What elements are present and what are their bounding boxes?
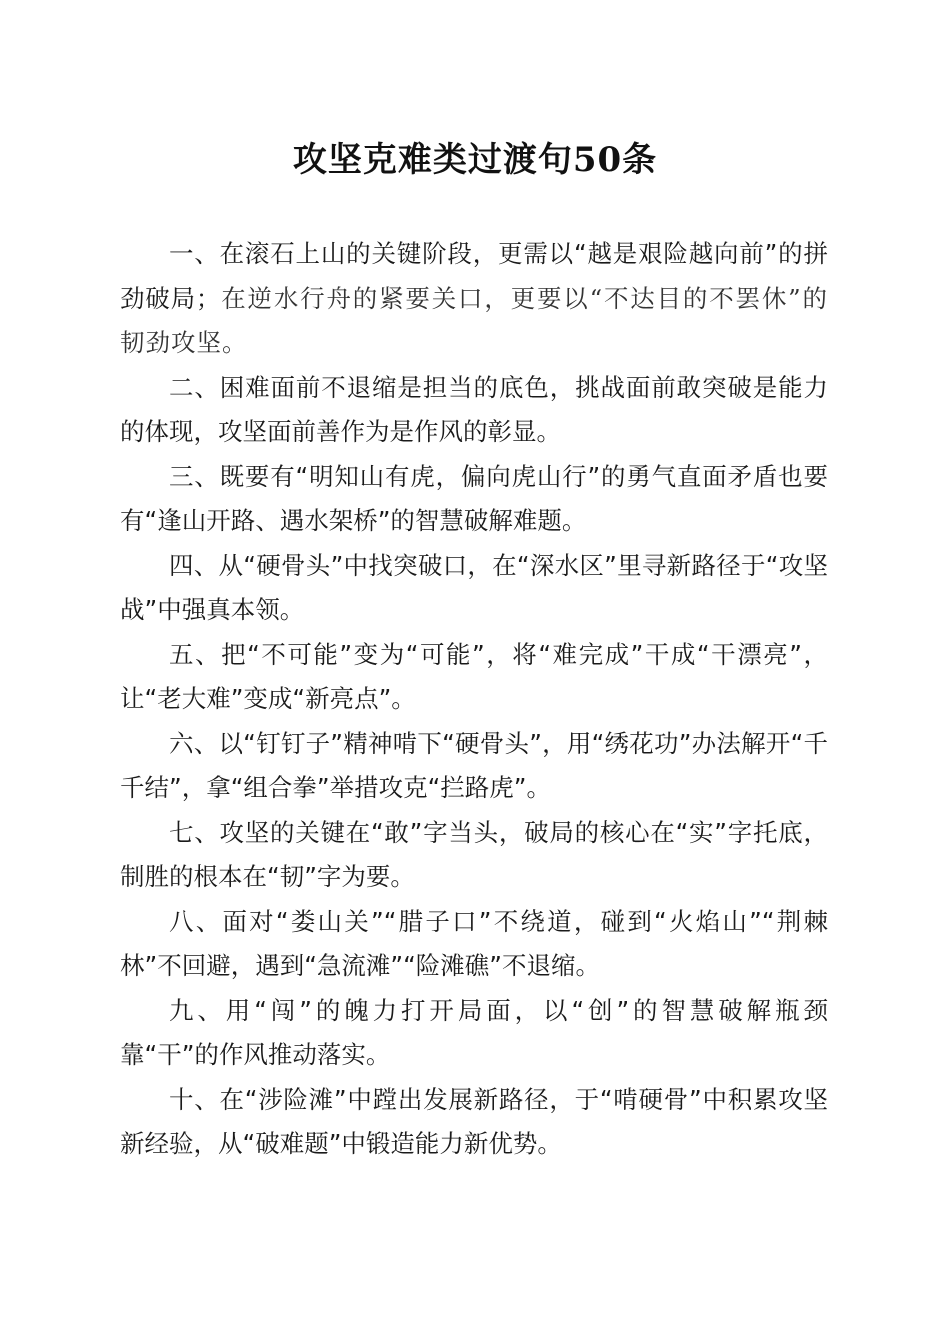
paragraph-4-main: 四、从“硬骨头”中找突破口，在“深水区”里寻新路径于“攻坚战”中强真本领。 — [120, 550, 828, 624]
paragraph-4 — [120, 544, 828, 633]
paragraph-1-tail: 在逆水行舟的紧要关口，更要以“不达目的不罢休”的韧劲攻坚。 — [120, 283, 828, 357]
paragraph-6 — [120, 722, 828, 811]
paragraph-3 — [120, 455, 828, 544]
paragraph-7 — [120, 811, 828, 900]
paragraph-8-main: 八、面对“娄山关”“腊子口”不绕道，碰到“火焰山”“荆棘林”不回避，遇到“急流滩”“险滩礁”不退缩。 — [120, 906, 828, 980]
paragraph-10-main: 十、在“涉险滩”中蹚出发展新路径，于“啃硬骨”中积累攻坚新经验，从“破难题”中锻造能力新优势。 — [120, 1084, 828, 1158]
paragraph-1 — [120, 232, 828, 366]
paragraph-9-main: 九、用“闯”的魄力打开局面，以“创”的智慧破解瓶颈靠“干”的作风推动落实。 — [120, 995, 828, 1069]
paragraph-8 — [120, 900, 828, 989]
paragraph-5-main: 五、把“不可能”变为“可能”，将“难完成”干成“干漂亮”，让“老大难”变成“新亮点”。 — [120, 639, 828, 713]
paragraph-3-main: 三、既要有“明知山有虎，偏向虎山行”的勇气直面矛盾也要有“逢山开路、遇水架桥”的智慧破解难题。 — [120, 461, 828, 535]
paragraph-2 — [120, 366, 828, 455]
paragraph-10 — [120, 1078, 828, 1167]
paragraph-9 — [120, 989, 828, 1078]
document-body — [120, 232, 828, 1167]
document-title: 攻坚克难类过渡句50条 — [292, 140, 658, 180]
paragraph-5 — [120, 633, 828, 722]
paragraph-7-main: 七、攻坚的关键在“敢”字当头，破局的核心在“实”字托底，制胜的根本在“韧”字为要。 — [120, 817, 828, 891]
paragraph-1-main: 一、在滚石上山的关键阶段，更需以“越是艰险越向前”的拼劲破局； — [120, 239, 828, 313]
paragraph-2-main: 二、困难面前不退缩是担当的底色，挑战面前敢突破是能力的体现，攻坚面前善作为是作风的彰显。 — [120, 372, 828, 446]
paragraph-6-main: 六、以“钉钉子”精神啃下“硬骨头”，用“绣花功”办法解开“千千结”，拿“组合拳”举措攻克“拦路虎”。 — [120, 728, 828, 802]
